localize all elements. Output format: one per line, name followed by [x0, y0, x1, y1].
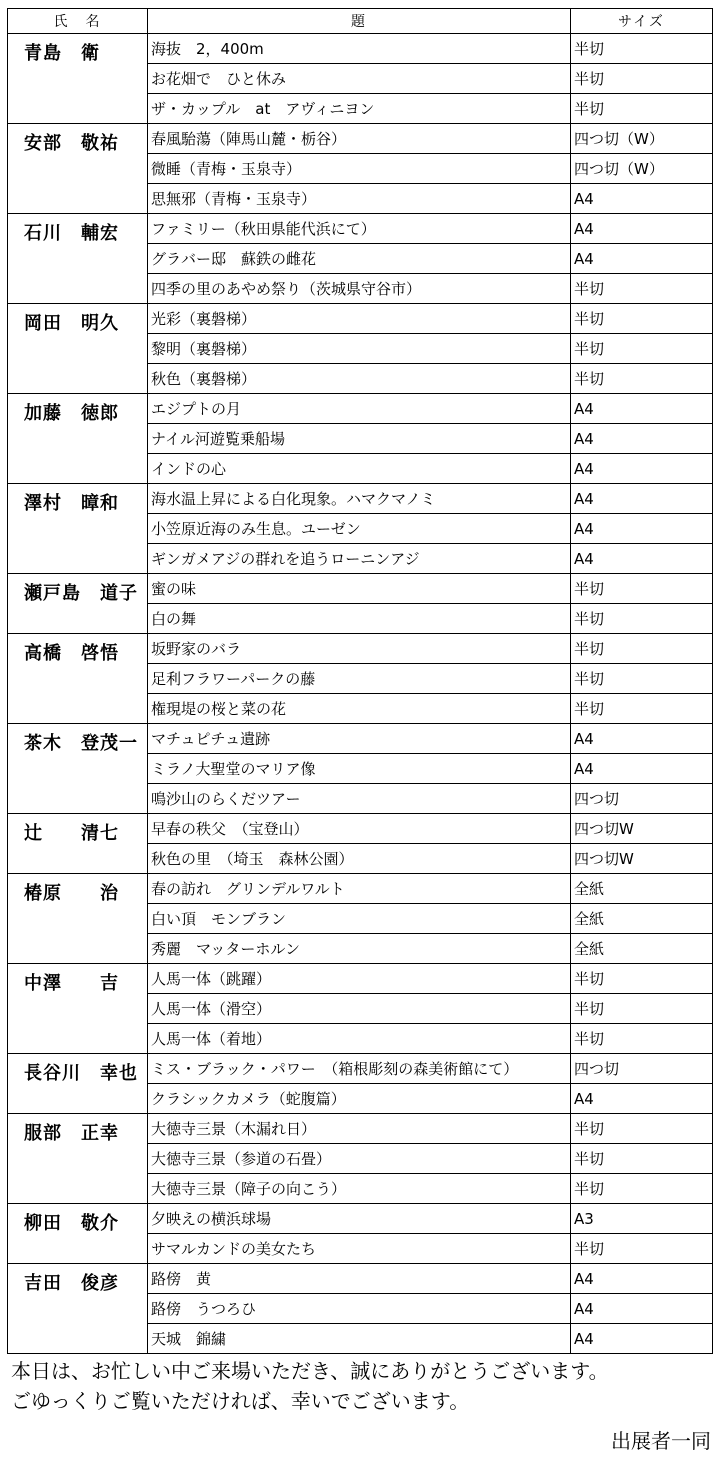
work-title: インドの心 [148, 454, 571, 484]
work-size: 四つ切 [571, 1054, 713, 1084]
work-title: 足利フラワーパークの藤 [148, 664, 571, 694]
work-size: 半切 [571, 274, 713, 304]
work-title: 蜜の味 [148, 574, 571, 604]
work-title: 人馬一体（着地） [148, 1024, 571, 1054]
table-row [8, 34, 713, 64]
work-title: お花畑で ひと休み [148, 64, 571, 94]
signature: 出展者一同 [611, 1429, 711, 1453]
work-title: 天城 錦繍 [148, 1324, 571, 1354]
exhibitor-name: 柳田 敬介 [8, 1204, 148, 1264]
work-size: 半切 [571, 964, 713, 994]
table-row [8, 1204, 713, 1234]
work-size: A4 [571, 244, 713, 274]
work-size: 全紙 [571, 904, 713, 934]
work-title: 春の訪れ グリンデルワルト [148, 874, 571, 904]
work-title: 路傍 うつろひ [148, 1294, 571, 1324]
work-size: 全紙 [571, 874, 713, 904]
table-row [8, 484, 713, 514]
exhibit-table-body [8, 34, 713, 1354]
work-size: 半切 [571, 1174, 713, 1204]
work-title: 秀麗 マッターホルン [148, 934, 571, 964]
work-title: 小笠原近海のみ生息。ユーゼン [148, 514, 571, 544]
exhibitor-name: 石川 輔宏 [8, 214, 148, 304]
exhibition-sheet [7, 8, 712, 1354]
work-title: 四季の里のあやめ祭り（茨城県守谷市） [148, 274, 571, 304]
work-size: 半切 [571, 994, 713, 1024]
exhibitor-name: 椿原 治 [8, 874, 148, 964]
work-size: 半切 [571, 634, 713, 664]
table-row [8, 1114, 713, 1144]
work-size: 半切 [571, 94, 713, 124]
table-row [8, 574, 713, 604]
work-size: A4 [571, 544, 713, 574]
work-title: 海抜 2，400m [148, 34, 571, 64]
work-title: 夕映えの横浜球場 [148, 1204, 571, 1234]
work-title: 白の舞 [148, 604, 571, 634]
work-size: A4 [571, 1264, 713, 1294]
work-title: 海水温上昇による白化現象。ハマクマノミ [148, 484, 571, 514]
work-size: 四つ切W [571, 844, 713, 874]
header-name: 氏 名 [8, 9, 148, 34]
table-row [8, 394, 713, 424]
exhibitor-name: 高橋 啓悟 [8, 634, 148, 724]
work-title: 微睡（青梅・玉泉寺） [148, 154, 571, 184]
work-size: 半切 [571, 34, 713, 64]
work-size: A4 [571, 1294, 713, 1324]
work-title: クラシックカメラ（蛇腹篇） [148, 1084, 571, 1114]
exhibit-table [7, 8, 713, 1354]
exhibitor-name: 茶木 登茂一 [8, 724, 148, 814]
table-row [8, 214, 713, 244]
work-title: エジプトの月 [148, 394, 571, 424]
work-size: A4 [571, 184, 713, 214]
work-title: 人馬一体（滑空） [148, 994, 571, 1024]
thanks-message-line-1: 本日は、お忙しい中ご来場いただき、誠にありがとうございます。 [11, 1359, 609, 1383]
exhibitor-name: 加藤 徳郎 [8, 394, 148, 484]
table-row [8, 814, 713, 844]
work-title: 黎明（裏磐梯） [148, 334, 571, 364]
work-title: 秋色の里 （埼玉 森林公園） [148, 844, 571, 874]
work-title: グラバー邸 蘇鉄の雌花 [148, 244, 571, 274]
header-size: サイズ [571, 9, 713, 34]
table-row [8, 874, 713, 904]
work-title: ギンガメアジの群れを追うローニンアジ [148, 544, 571, 574]
work-size: 半切 [571, 574, 713, 604]
table-row [8, 304, 713, 334]
work-size: A4 [571, 1324, 713, 1354]
work-title: ザ・カップル at アヴィニヨン [148, 94, 571, 124]
work-size: 半切 [571, 1234, 713, 1264]
table-row [8, 1264, 713, 1294]
table-row [8, 724, 713, 754]
work-title: 権現堤の桜と菜の花 [148, 694, 571, 724]
work-title: 鳴沙山のらくだツアー [148, 784, 571, 814]
work-size: 四つ切（W） [571, 124, 713, 154]
table-row [8, 964, 713, 994]
work-title: 早春の秩父 （宝登山） [148, 814, 571, 844]
exhibitor-name: 中澤 吉 [8, 964, 148, 1054]
work-title: 人馬一体（跳躍） [148, 964, 571, 994]
exhibitor-name: 服部 正幸 [8, 1114, 148, 1204]
work-size: 四つ切（W） [571, 154, 713, 184]
exhibitor-name: 瀬戸島 道子 [8, 574, 148, 634]
header-row [8, 9, 713, 34]
work-size: 半切 [571, 664, 713, 694]
work-size: A4 [571, 724, 713, 754]
work-size: A4 [571, 514, 713, 544]
work-title: 秋色（裏磐梯） [148, 364, 571, 394]
work-size: 半切 [571, 694, 713, 724]
work-title: サマルカンドの美女たち [148, 1234, 571, 1264]
work-title: 大徳寺三景（木漏れ日） [148, 1114, 571, 1144]
table-row [8, 124, 713, 154]
work-title: ミラノ大聖堂のマリア像 [148, 754, 571, 784]
work-size: 半切 [571, 64, 713, 94]
exhibitor-name: 長谷川 幸也 [8, 1054, 148, 1114]
work-title: ファミリー（秋田県能代浜にて） [148, 214, 571, 244]
header-title: 題 [148, 9, 571, 34]
work-size: A4 [571, 424, 713, 454]
work-title: 白い頂 モンブラン [148, 904, 571, 934]
exhibitor-name: 吉田 俊彦 [8, 1264, 148, 1354]
work-size: A4 [571, 454, 713, 484]
work-title: 路傍 黄 [148, 1264, 571, 1294]
work-title: ナイル河遊覧乗船場 [148, 424, 571, 454]
work-size: A4 [571, 1084, 713, 1114]
work-size: 半切 [571, 304, 713, 334]
work-size: A4 [571, 394, 713, 424]
table-row [8, 634, 713, 664]
exhibitor-name: 澤村 暲和 [8, 484, 148, 574]
exhibitor-name: 青島 衛 [8, 34, 148, 124]
thanks-message-line-2: ごゆっくりご覧いただければ、幸いでございます。 [11, 1389, 470, 1413]
work-title: 思無邪（青梅・玉泉寺） [148, 184, 571, 214]
exhibitor-name: 岡田 明久 [8, 304, 148, 394]
exhibitor-name: 辻 清七 [8, 814, 148, 874]
exhibitor-name: 安部 敬祐 [8, 124, 148, 214]
work-title: 春風駘蕩（陣馬山麓・栃谷） [148, 124, 571, 154]
work-size: 半切 [571, 1144, 713, 1174]
work-title: 大徳寺三景（障子の向こう） [148, 1174, 571, 1204]
work-title: 光彩（裏磐梯） [148, 304, 571, 334]
work-size: 半切 [571, 1114, 713, 1144]
work-size: A4 [571, 754, 713, 784]
work-size: 半切 [571, 334, 713, 364]
work-title: 坂野家のバラ [148, 634, 571, 664]
work-size: A4 [571, 484, 713, 514]
work-size: 四つ切 [571, 784, 713, 814]
work-size: 半切 [571, 364, 713, 394]
work-size: 四つ切W [571, 814, 713, 844]
work-size: A4 [571, 214, 713, 244]
table-row [8, 1054, 713, 1084]
footer [11, 1356, 711, 1456]
work-size: A3 [571, 1204, 713, 1234]
work-title: 大徳寺三景（参道の石畳） [148, 1144, 571, 1174]
work-size: 半切 [571, 604, 713, 634]
work-size: 全紙 [571, 934, 713, 964]
work-size: 半切 [571, 1024, 713, 1054]
work-title: マチュピチュ遺跡 [148, 724, 571, 754]
work-title: ミス・ブラック・パワー （箱根彫刻の森美術館にて） [148, 1054, 571, 1084]
